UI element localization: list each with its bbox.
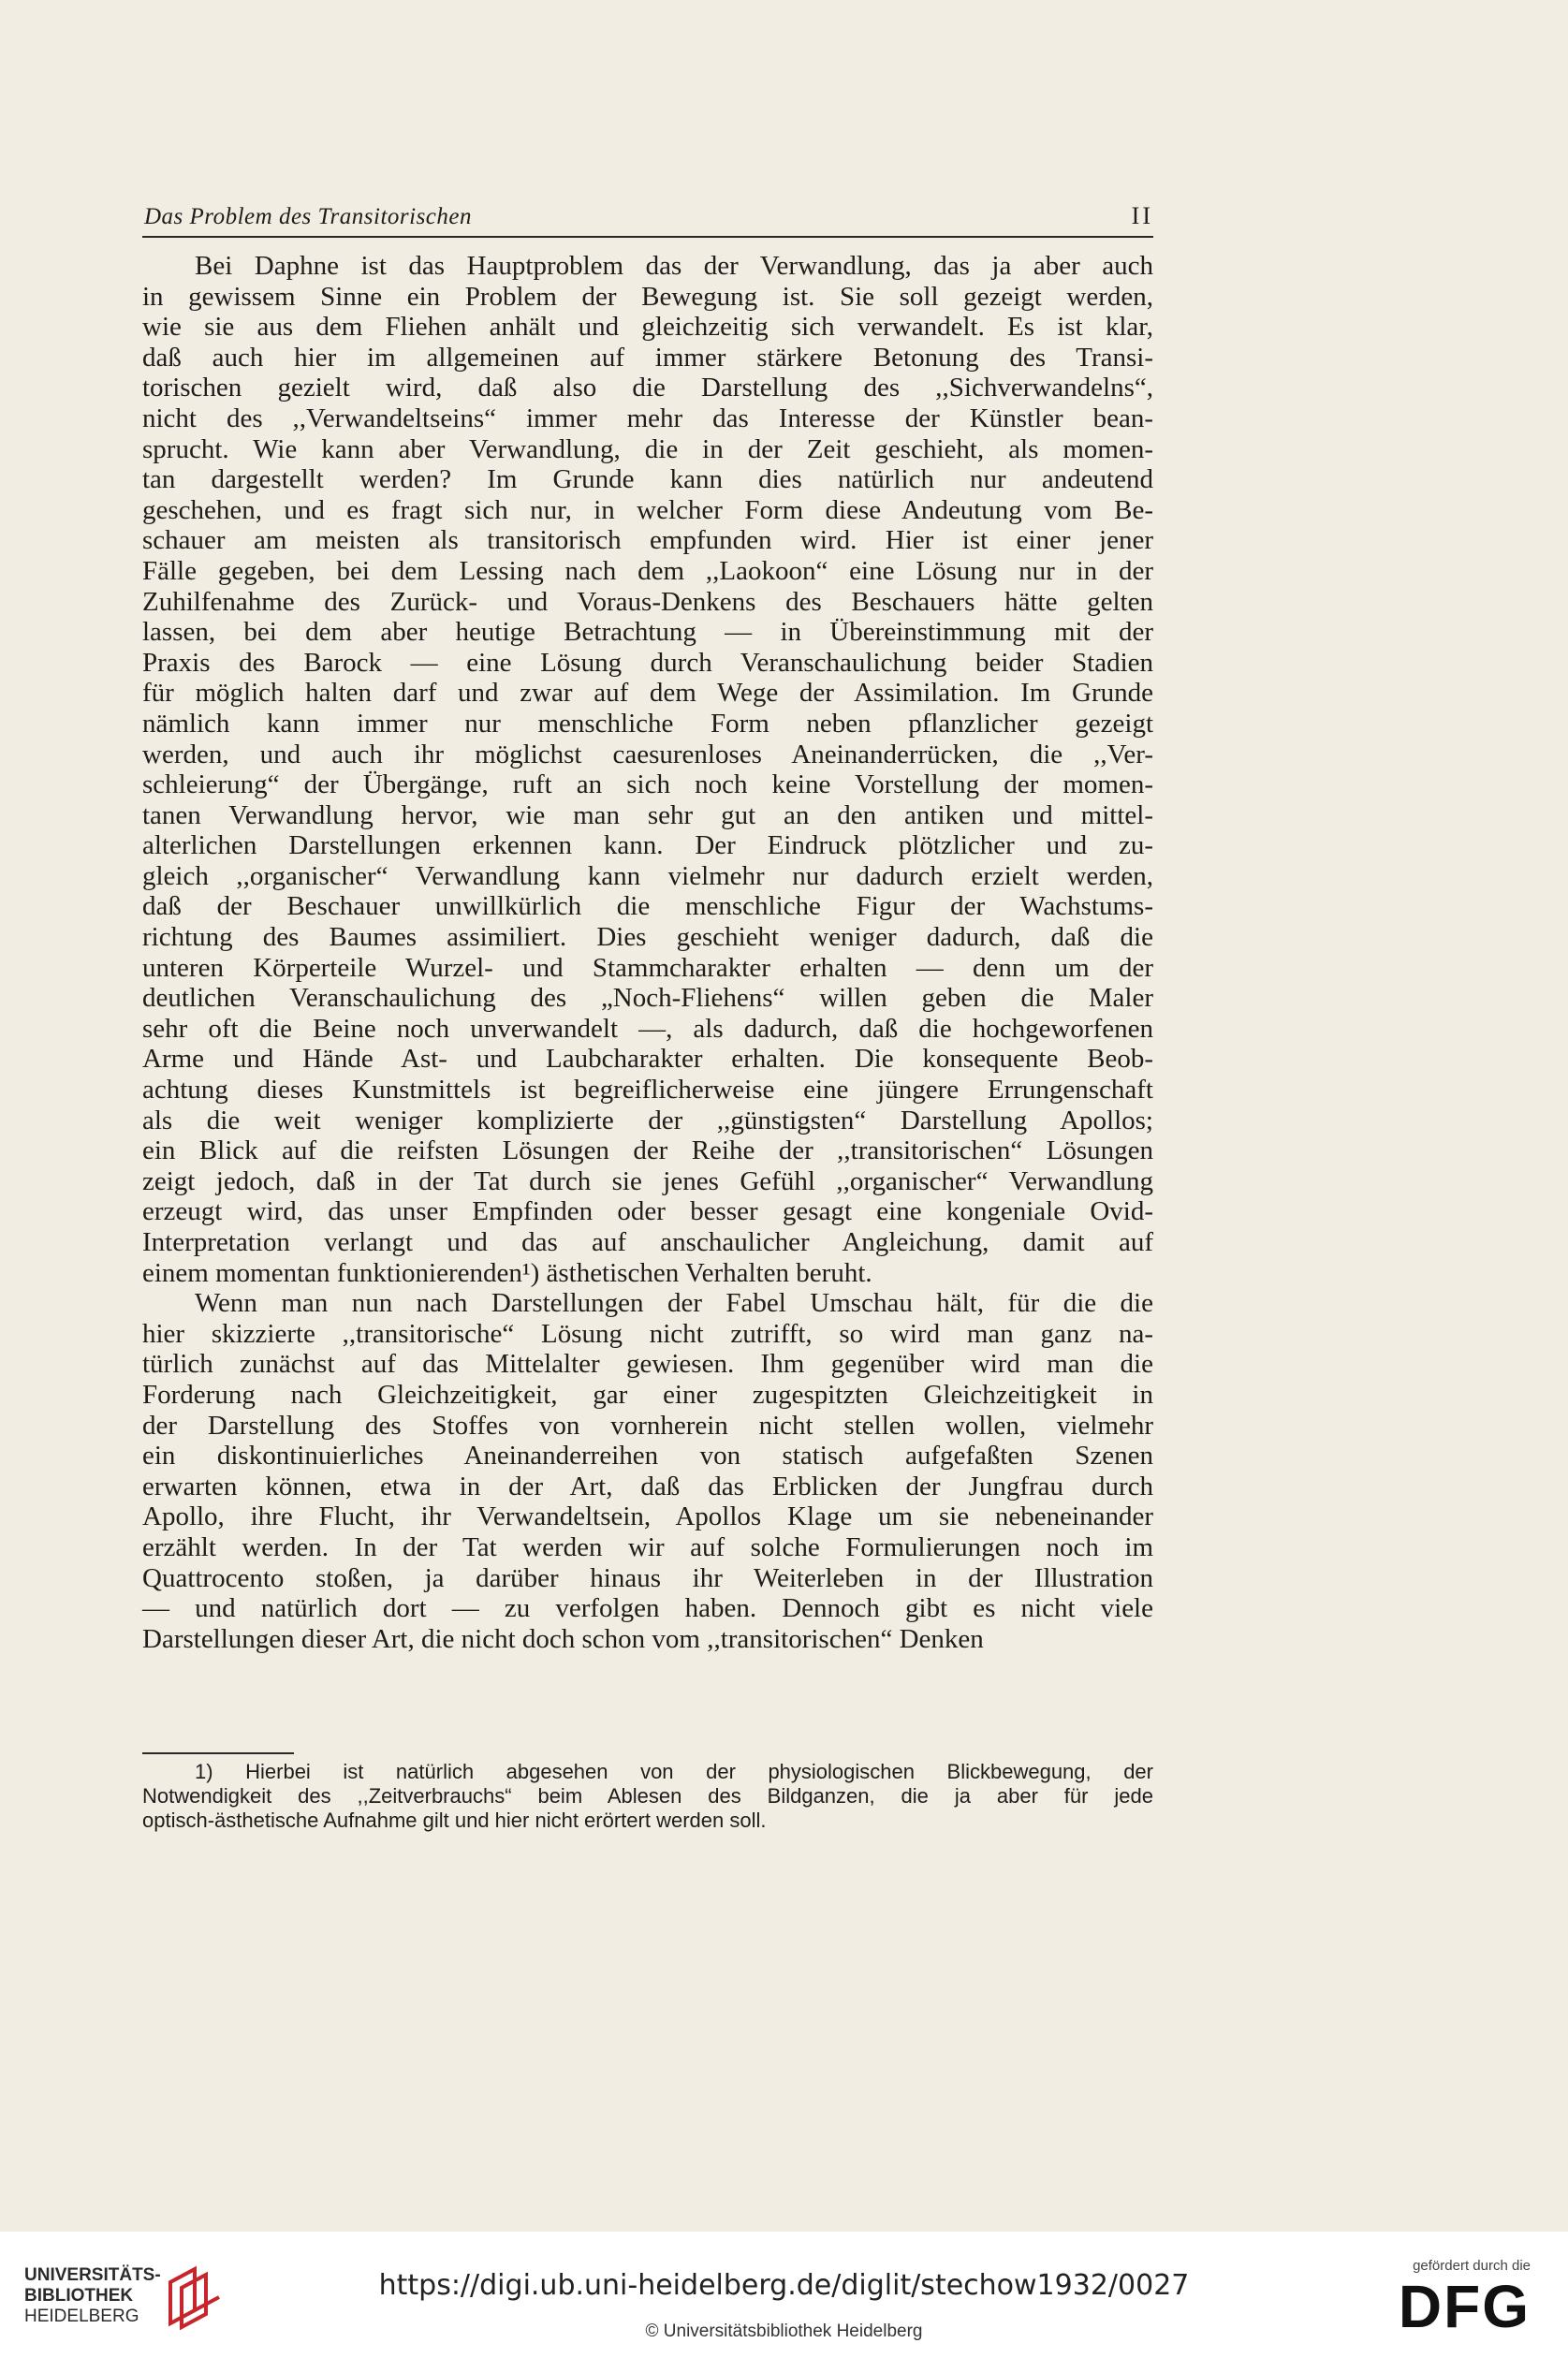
text-line: daß der Beschauer unwillkürlich die menschliche Figur der Wachstums-	[142, 891, 1153, 922]
library-line-3: HEIDELBERG	[24, 2307, 139, 2326]
text-line: — und natürlich dort — zu verfolgen haben. Dennoch gibt es nicht viele	[142, 1593, 1153, 1624]
funded-by-label: gefördert durch die	[1413, 2258, 1531, 2274]
text-line: erzählt werden. In der Tat werden wir auf solche Formulierungen noch im	[142, 1531, 1153, 1562]
text-line: tan dargestellt werden? Im Grunde kann dies natürlich nur andeutend	[142, 464, 1153, 495]
running-head-title: Das Problem des Transitorischen	[144, 204, 472, 229]
text-line: sehr oft die Beine noch unverwandelt —, als dadurch, daß die hochgeworfenen	[142, 1013, 1153, 1044]
text-line: lassen, bei dem aber heutige Betrachtung — in Übereinstimmung mit der	[142, 617, 1153, 648]
text-line: Quattrocento stoßen, ja darüber hinaus ihr Weiterleben in der Illustration	[142, 1562, 1153, 1593]
text-line: torischen gezielt wird, daß also die Darstellung des ,,Sichverwandelns“,	[142, 373, 1153, 403]
text-line: alterlichen Darstellungen erkennen kann. Der Eindruck plötzlicher und zu-	[142, 830, 1153, 861]
text-line: deutlichen Veranschaulichung des „Noch-Fliehens“ willen geben die Maler	[142, 983, 1153, 1014]
footnote	[142, 1760, 1153, 1833]
text-line: ein diskontinuierliches Aneinanderreihen von statisch aufgefaßten Szenen	[142, 1441, 1153, 1472]
text-line: Darstellungen dieser Art, die nicht doch schon vom ,,transitorischen“ Denken	[142, 1623, 984, 1654]
text-line: geschehen, und es fragt sich nur, in welcher Form diese Andeutung vom Be-	[142, 494, 1153, 525]
text-line: achtung dieses Kunstmittels ist begreiflicherweise eine jüngere Errungenschaft	[142, 1075, 1153, 1106]
copyright-notice: © Universitätsbibliothek Heidelberg	[645, 2321, 923, 2341]
text-line: Praxis des Barock — eine Lösung durch Veranschaulichung beider Stadien	[142, 647, 1153, 678]
text-line: Interpretation verlangt und das auf anschaulicher Angleichung, damit auf	[142, 1227, 1153, 1257]
footnote-line: optisch-ästhetische Aufnahme gilt und hier nicht erörtert werden soll.	[142, 1809, 767, 1832]
text-line: Forderung nach Gleichzeitigkeit, gar einer zugespitzten Gleichzeitigkeit in	[142, 1379, 1153, 1410]
text-line: ein Blick auf die reifsten Lösungen der Reihe der ,,transitorischen“ Lösungen	[142, 1135, 1153, 1166]
text-line: tanen Verwandlung hervor, wie man sehr gut an den antiken und mittel-	[142, 799, 1153, 830]
footnote-line: 1) Hierbei ist natürlich abgesehen von der physiologischen Blickbewegung, der	[195, 1760, 1153, 1783]
dfg-logo[interactable]	[1371, 2258, 1531, 2342]
text-line: wie sie aus dem Fliehen anhält und gleichzeitig sich verwandelt. Es ist klar,	[142, 312, 1153, 343]
text-line: nämlich kann immer nur menschliche Form neben pflanzlicher gezeigt	[142, 708, 1153, 739]
text-line: türlich zunächst auf das Mittelalter gewiesen. Ihm gegenüber wird man die	[142, 1349, 1153, 1380]
text-line: nicht des ,,Verwandeltseins“ immer mehr das Interesse der Künstler bean-	[142, 403, 1153, 433]
text-line: in gewissem Sinne ein Problem der Bewegung ist. Sie soll gezeigt werden,	[142, 281, 1153, 312]
text-line: zeigt jedoch, daß in der Tat durch sie jenes Gefühl ,,organischer“ Verwandlung	[142, 1165, 1153, 1196]
text-line: Bei Daphne ist das Hauptproblem das der Verwandlung, das ja aber auch	[195, 251, 1153, 281]
text-line: schleierung“ der Übergänge, ruft an sich noch keine Vorstellung der momen-	[142, 769, 1153, 800]
text-line: Zuhilfenahme des Zurück- und Voraus-Denkens des Beschauers hätte gelten	[142, 586, 1153, 617]
permalink-url[interactable]: https://digi.ub.uni-heidelberg.de/diglit/stechow1932/0027	[378, 2269, 1190, 2302]
text-line: der Darstellung des Stoffes von vornherein nicht stellen wollen, vielmehr	[142, 1410, 1153, 1441]
running-head	[142, 198, 1153, 238]
text-line: daß auch hier im allgemeinen auf immer stärkere Betonung des Transi-	[142, 342, 1153, 373]
viewer-footer	[0, 2232, 1568, 2358]
text-line: erzeugt wird, das unser Empfinden oder besser gesagt eine kongeniale Ovid-	[142, 1196, 1153, 1227]
library-line-2: BIBLIOTHEK	[24, 2286, 134, 2306]
text-line: für möglich halten darf und zwar auf dem Wege der Assimilation. Im Grunde	[142, 678, 1153, 709]
footnote-rule	[142, 1752, 294, 1754]
text-line: unteren Körperteile Wurzel- und Stammcharakter erhalten — denn um der	[142, 952, 1153, 983]
text-line: Wenn man nun nach Darstellungen der Fabel Umschau hält, für die die	[195, 1288, 1153, 1319]
text-line: Fälle gegeben, bei dem Lessing nach dem ,,Laokoon“ eine Lösung nur in der	[142, 555, 1153, 586]
text-line: hier skizzierte ,,transitorische“ Lösung nicht zutrifft, so wird man ganz na-	[142, 1318, 1153, 1349]
text-line: schauer am meisten als transitorisch empfunden wird. Hier ist einer jener	[142, 525, 1153, 556]
text-line: richtung des Baumes assimiliert. Dies geschieht weniger dadurch, daß die	[142, 922, 1153, 953]
text-line: erwarten können, etwa in der Art, daß das Erblicken der Jungfrau durch	[142, 1471, 1153, 1501]
text-line: einem momentan funktionierenden¹) ästhetischen Verhalten beruht.	[142, 1257, 872, 1288]
text-line: Arme und Hände Ast- und Laubcharakter erhalten. Die konsequente Beob-	[142, 1044, 1153, 1075]
footnote-line: Notwendigkeit des ,,Zeitverbrauchs“ beim Ablesen des Bildganzen, die ja aber für jede	[142, 1784, 1153, 1808]
text-line: als die weit weniger komplizierte der ,,günstigsten“ Darstellung Apollos;	[142, 1105, 1153, 1135]
text-line: sprucht. Wie kann aber Verwandlung, die in der Zeit geschieht, als momen-	[142, 433, 1153, 464]
library-line-1: UNIVERSITÄTS-	[24, 2265, 161, 2285]
text-line: gleich ,,organischer“ Verwandlung kann vielmehr nur dadurch erzielt werden,	[142, 860, 1153, 891]
page-number: II	[1131, 202, 1153, 229]
body-text	[142, 251, 1153, 1654]
text-line: Apollo, ihre Flucht, ihr Verwandeltsein, Apollos Klage um sie nebeneinander	[142, 1501, 1153, 1532]
text-line: werden, und auch ihr möglichst caesurenloses Aneinanderrücken, die ,,Ver-	[142, 739, 1153, 769]
dfg-wordmark: DFG	[1398, 2273, 1531, 2340]
